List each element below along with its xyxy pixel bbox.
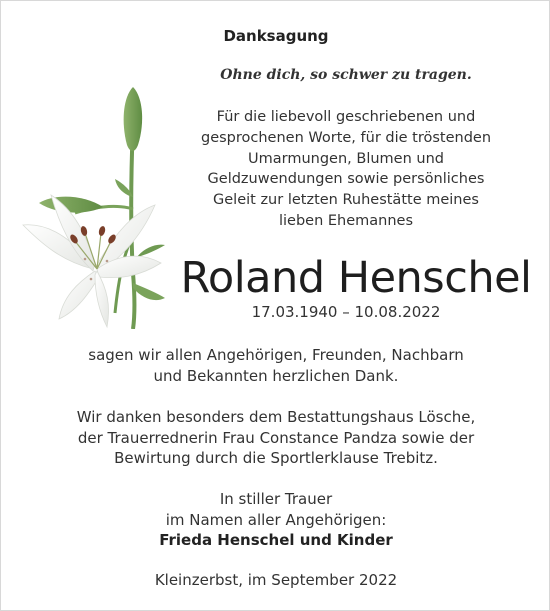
special-thanks-line: der Trauerrednerin Frau Constance Pandza sowie der bbox=[77, 428, 475, 447]
intro-line: Für die liebevoll geschriebenen und bbox=[216, 109, 476, 125]
thanks-line: sagen wir allen Angehörigen, Freunden, Nachbarn bbox=[88, 346, 464, 364]
special-thanks-line: Wir danken besonders dem Bestattungshaus Lösche, bbox=[76, 408, 476, 426]
thanks-line: und Bekannten herzlichen Dank. bbox=[153, 366, 399, 385]
intro-line: Geleit zur letzten Ruhestätte meines bbox=[213, 192, 479, 209]
signatories: Frieda Henschel und Kinder bbox=[159, 531, 393, 549]
intro-line: lieben Ehemannes bbox=[278, 212, 414, 229]
intro-text bbox=[141, 107, 550, 232]
life-dates: 17.03.1940 – 10.08.2022 bbox=[251, 303, 441, 321]
place-and-date: Kleinzerbst, im September 2022 bbox=[154, 571, 398, 589]
closing-line: In stiller Trauer bbox=[219, 490, 333, 508]
intro-line: Geldzuwendungen sowie persönliches bbox=[207, 171, 485, 188]
intro-line: gesprochenen Worte, für die tröstenden bbox=[200, 129, 492, 146]
closing-line: im Namen aller Angehörigen: bbox=[165, 510, 387, 529]
deceased-name: Roland Henschel bbox=[180, 253, 532, 303]
special-thanks-paragraph bbox=[1, 407, 550, 469]
special-thanks-line: Bewirtung durch die Sportlerklause Trebitz. bbox=[114, 449, 438, 467]
notice-motto: Ohne dich, so schwer zu tragen. bbox=[220, 67, 472, 83]
closing-block bbox=[1, 489, 550, 551]
thanks-paragraph bbox=[1, 345, 550, 386]
intro-line: Umarmungen, Blumen und bbox=[248, 150, 444, 167]
notice-heading: Danksagung bbox=[223, 27, 329, 45]
